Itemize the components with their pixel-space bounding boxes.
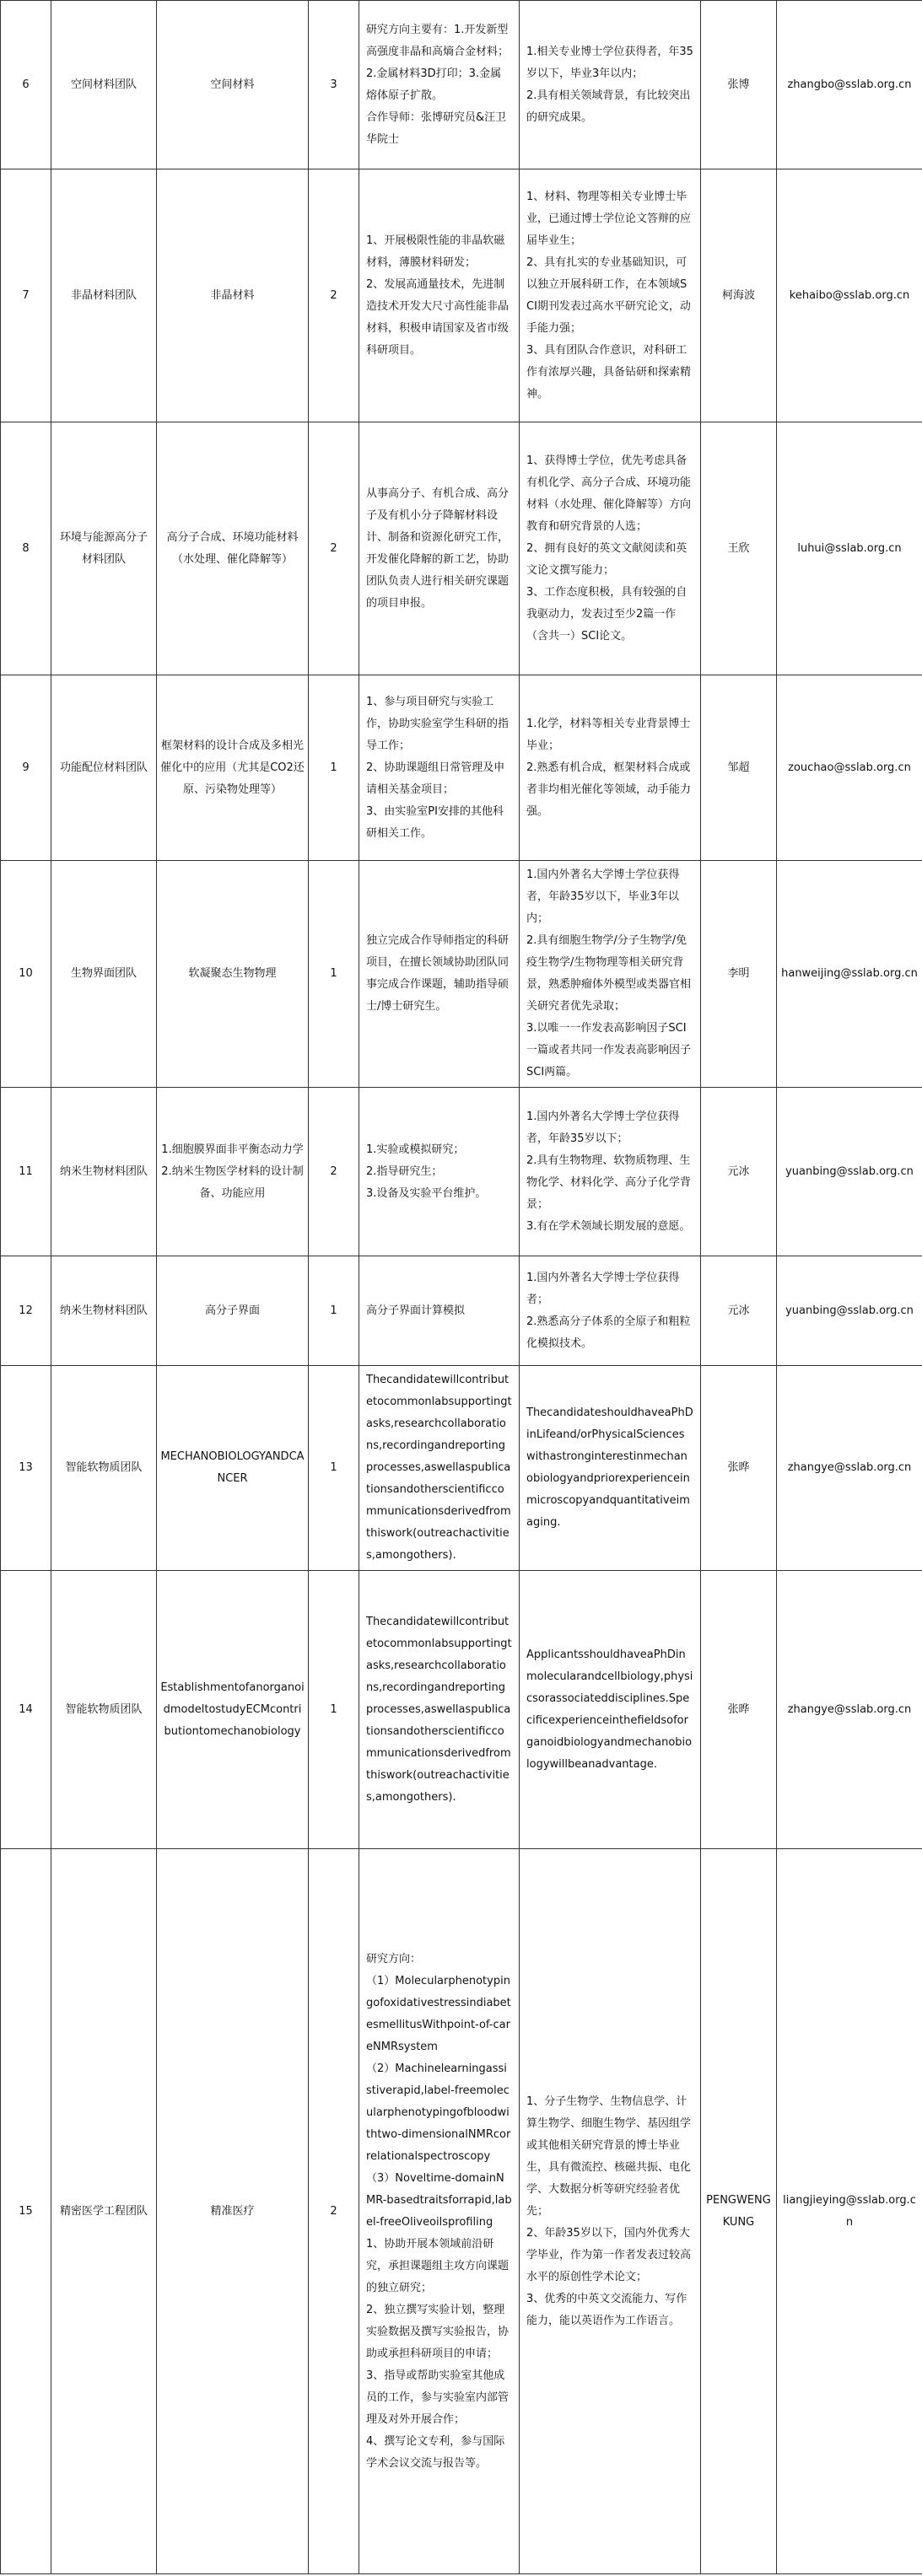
row-number: 9: [1, 675, 51, 861]
research-content: 1、开展极限性能的非晶软磁材料，薄膜材料研发； 2、发展高通量技术，先进制造技术开发大尺寸高性能非晶材料，积极申请国家及省市级科研项目。: [366, 234, 510, 357]
table-row: [1, 422, 922, 675]
requirements: 1.化学，材料等相关专业背景博士毕业； 2.熟悉有机合成，框架材料合成或者非均相光催化等领域，动手能力强。: [526, 717, 692, 818]
position-count: 2: [309, 1088, 359, 1256]
contact-person: 张晔: [701, 1571, 777, 1849]
subject-area: 非晶材料: [157, 169, 309, 422]
research-content: 1.实验或模拟研究； 2.指导研究生； 3.设备及实验平台维护。: [366, 1143, 487, 1200]
contact-email: yuanbing@sslab.org.cn: [777, 1088, 922, 1256]
contact-person: 元冰: [701, 1088, 777, 1256]
research-content: 研究方向： （1）MolecularphenotypingofoxidativestressindiabetesmellitusWithpoint-of-careNMRsystem （2）Machinelearningassistiverapid,label-freemolecularphenotypingofbloodwithtwo-dimensionalNMRcorrelationalspectroscopy （3）Noveltime-domainNMR-basedtraitsforrapid,label-freeOliveoilsprofiling 1、协助开展本领域前沿研究，承担课题组主攻方向课题的独立研究； 2、独立撰写实验计划，整理实验数据及撰写实验报告，协助或承担科研项目的申请； 3、指导或帮助实验室其他成员的工作，参与实验室内部管理及对外开展合作； 4、撰写论文专利，参与国际学术会议交流与报告等。: [366, 1952, 512, 2470]
subject-area: 高分子合成、环境功能材料（水处理、催化降解等）: [157, 422, 309, 675]
contact-person: PENGWENGKUNG: [701, 1849, 777, 2574]
team-name: 空间材料团队: [51, 1, 157, 169]
subject-area: 框架材料的设计合成及多相光催化中的应用（尤其是CO2还原、污染物处理等）: [157, 675, 309, 861]
row-number: 14: [1, 1571, 51, 1849]
requirements: ThecandidateshouldhaveaPhDinLifeand/orPhysicalScienceswithastronginterestinmechanobiologyandpriorexperienceinmicroscopyandquantitativeimaging.: [526, 1406, 693, 1529]
team-name: 环境与能源高分子材料团队: [51, 422, 157, 675]
subject-area: 空间材料: [157, 1, 309, 169]
contact-person: 李明: [701, 861, 777, 1088]
table-row: [1, 675, 922, 861]
contact-person: 王欣: [701, 422, 777, 675]
table-row: [1, 1849, 922, 2574]
row-number: 15: [1, 1849, 51, 2574]
contact-person: 张晔: [701, 1366, 777, 1571]
contact-email: zhangbo@sslab.org.cn: [777, 1, 922, 169]
research-content: 1、参与项目研究与实验工作，协助实验室学生科研的指导工作； 2、协助课题组日常管理及申请相关基金项目； 3、由实验室PI安排的其他科研相关工作。: [366, 695, 510, 840]
row-number: 11: [1, 1088, 51, 1256]
table-row: [1, 1366, 922, 1571]
contact-person: 邹超: [701, 675, 777, 861]
position-count: 2: [309, 1849, 359, 2574]
team-name: 精密医学工程团队: [51, 1849, 157, 2574]
position-count: 1: [309, 1256, 359, 1366]
row-number: 13: [1, 1366, 51, 1571]
team-name: 智能软物质团队: [51, 1366, 157, 1571]
research-content: 研究方向主要有：1.开发新型高强度非晶和高熵合金材料；2.金属材料3D打印；3.金属熔体原子扩散。 合作导师：张博研究员&汪卫华院士: [366, 23, 510, 146]
position-count: 1: [309, 1366, 359, 1571]
requirements: 1.国内外著名大学博士学位获得者，年龄35岁以下，毕业3年以内； 2.具有细胞生物学/分子生物学/免疫生物学/生物物理等相关研究背景，熟悉肿瘤体外模型或类器官相关研究者优先录取； 3.以唯一一作发表高影响因子SCI一篇或者共同一作发表高影响因子SCI两篇。: [526, 869, 692, 1078]
table-row: [1, 169, 922, 422]
table-row: [1, 1571, 922, 1849]
row-number: 7: [1, 169, 51, 422]
contact-email: hanweijing@sslab.org.cn: [777, 861, 922, 1088]
subject-area: 软凝聚态生物物理: [157, 861, 309, 1088]
subject-area: EstablishmentofanorganoidmodeltostudyECMcontributiontomechanobiology: [157, 1571, 309, 1849]
table-row: [1, 861, 922, 1088]
requirements: 1.国内外著名大学博士学位获得者，年龄35岁以下； 2.具有生物物理、软物质物理、生物化学、材料化学、高分子化学背景； 3.有在学术领域长期发展的意愿。: [526, 1110, 692, 1233]
position-count: 1: [309, 1571, 359, 1849]
table-row: [1, 1088, 922, 1256]
row-number: 8: [1, 422, 51, 675]
requirements: 1.相关专业博士学位获得者，年35岁以下，毕业3年以内； 2.具有相关领域背景，有比较突出的研究成果。: [526, 45, 693, 124]
position-count: 2: [309, 422, 359, 675]
subject-area: 1.细胞膜界面非平衡态动力学 2.纳米生物医学材料的设计制备、功能应用: [161, 1143, 304, 1200]
position-count: 1: [309, 675, 359, 861]
research-content: 独立完成合作导师指定的科研项目，在擅长领域协助团队同事完成合作课题，辅助指导硕士/博士研究生。: [366, 934, 510, 1013]
contact-email: yuanbing@sslab.org.cn: [777, 1256, 922, 1366]
contact-email: zouchao@sslab.org.cn: [777, 675, 922, 861]
contact-person: 元冰: [701, 1256, 777, 1366]
team-name: 纳米生物材料团队: [51, 1088, 157, 1256]
requirements: ApplicantsshouldhaveaPhDinmolecularandcellbiology,physicsorassociateddisciplines.Specificexperienceinthefieldsoforganoidbiologyandmechanobiologywillbeanadvantage.: [526, 1648, 693, 1771]
research-content: 高分子界面计算模拟: [366, 1304, 466, 1317]
requirements: 1、材料、物理等相关专业博士毕业，已通过博士学位论文答辩的应届毕业生； 2、具有扎实的专业基础知识，可以独立开展科研工作，在本领域SCI期刊发表过高水平研究论文，动手能力强； 3、具有团队合作意识，对科研工作有浓厚兴趣，具备钻研和探索精神。: [526, 190, 692, 401]
team-name: 智能软物质团队: [51, 1571, 157, 1849]
contact-email: kehaibo@sslab.org.cn: [777, 169, 922, 422]
subject-area: MECHANOBIOLOGYANDCANCER: [157, 1366, 309, 1571]
research-content: Thecandidatewillcontributetocommonlabsupportingtasks,researchcollaborations,recordingandreportingprocesses,aswellaspublicationsandotherscientificcommunicationsderivedfromthiswork(outreachactivities,amongothers).: [366, 1615, 512, 1804]
contact-person: 柯海波: [701, 169, 777, 422]
contact-email: luhui@sslab.org.cn: [777, 422, 922, 675]
position-count: 2: [309, 169, 359, 422]
row-number: 12: [1, 1256, 51, 1366]
team-name: 功能配位材料团队: [51, 675, 157, 861]
subject-area: 精准医疗: [157, 1849, 309, 2574]
subject-area: 高分子界面: [157, 1256, 309, 1366]
row-number: 6: [1, 1, 51, 169]
table-row: [1, 1256, 922, 1366]
contact-email: zhangye@sslab.org.cn: [777, 1571, 922, 1849]
requirements: 1、分子生物学、生物信息学、计算生物学、细胞生物学、基因组学或其他相关研究背景的博士毕业生，具有微流控、核磁共振、电化学、大数据分析等研究经验者优先； 2、年龄35岁以下，国内外优秀大学毕业，作为第一作者发表过较高水平的原创性学术论文； 3、优秀的中英文交流能力、写作能力，能以英语作为工作语言。: [526, 2095, 692, 2327]
contact-email: zhangye@sslab.org.cn: [777, 1366, 922, 1571]
requirements: 1、获得博士学位，优先考虑具备有机化学、高分子合成、环境功能材料（水处理、催化降解等）方向教育和研究背景的人选； 2、拥有良好的英文文献阅读和英文论文撰写能力； 3、工作态度积极，具有较强的自我驱动力，发表过至少2篇一作（含共一）SCI论文。: [526, 454, 692, 643]
contact-email: liangjieying@sslab.org.cn: [777, 1849, 922, 2574]
research-content: Thecandidatewillcontributetocommonlabsupportingtasks,researchcollaborations,recordingandreportingprocesses,aswellaspublicationsandotherscientificcommunicationsderivedfromthiswork(outreachactivities,amongothers).: [366, 1374, 512, 1562]
table-row: [1, 1, 922, 169]
contact-person: 张博: [701, 1, 777, 169]
position-count: 1: [309, 861, 359, 1088]
row-number: 10: [1, 861, 51, 1088]
team-name: 非晶材料团队: [51, 169, 157, 422]
team-name: 纳米生物材料团队: [51, 1256, 157, 1366]
requirements: 1.国内外著名大学博士学位获得者； 2.熟悉高分子体系的全原子和粗粒化模拟技术。: [526, 1271, 691, 1350]
research-content: 从事高分子、有机合成、高分子及有机小分子降解材料设计、制备和资源化研究工作，开发催化降解的新工艺，协助团队负责人进行相关研究课题的项目申报。: [366, 487, 510, 610]
team-name: 生物界面团队: [51, 861, 157, 1088]
position-count: 3: [309, 1, 359, 169]
table-body: [1, 1, 922, 2574]
